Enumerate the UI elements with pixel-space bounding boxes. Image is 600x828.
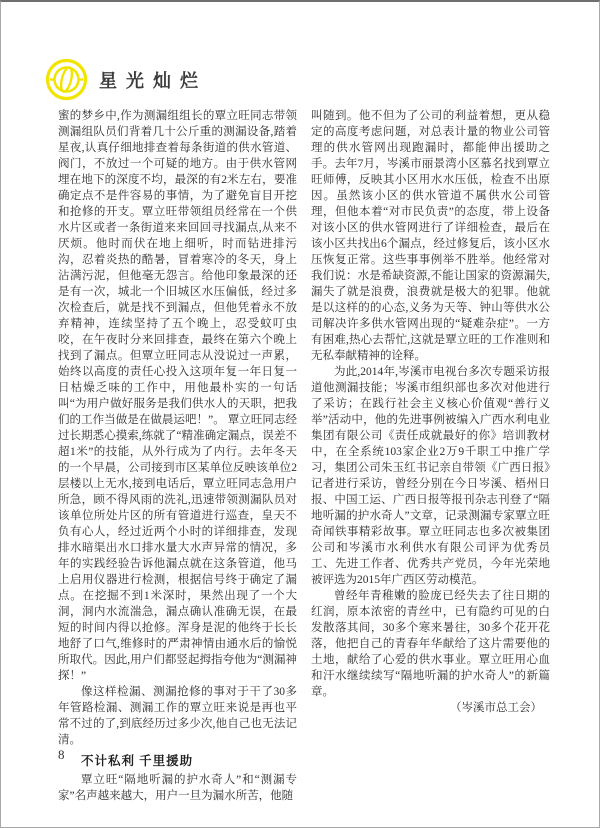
page-number: 8 [58, 747, 65, 762]
paragraph: 为此,2014年,岑溪市电视台多次专题采访报道他测漏技能；岑溪市组织部也多次对他进行了采访；在践行社会主义核心价值观“善行义举”活动中，他的先进事例被编入广西水利电业集团有限公司《责任成就最好的你》培训教材中，在全系统103家企业2万9千职工中推广学习，集团公司朱玉红书记亲自带领《广西日报》记者进行采访，曾经分别在今日岑溪、梧州日报、中国工运、广西日报等报刊杂志刊登了“隔地听漏的护水奇人”文章，记录测漏专家覃立旺奇闻铁事精彩故事。覃立旺同志也多次被集团公司和岑溪市水利供水有限公司评为优秀员工、先进工作者、优秀共产党员，今年光荣地被评选为2015年广西区劳动模范。 [311, 366, 550, 586]
masthead [45, 58, 207, 101]
paragraph-continuation: 蜜的梦乡中,作为测漏组组长的覃立旺同志带领测漏组队员们背着几十公斤重的测漏设备,踏着星夜,认真仔细地排查着每条街道的供水管道、阀门，不放过一个可疑的地方。由于供水管网埋在地下的深度不均，最深的有2米左右，要准确定点不是件容易的事情，为了避免盲目开挖和抢修的开支。覃立旺带领组员经常在一个供水片区或者一条街道来来回回寻找漏点,从来不厌烦。他时而伏在地上细听，时而钻进排污沟，忍着炎热的酷暑，冒着寒冷的冬天，身上沾满污泥，但他毫无怨言。给他印象最深的还是有一次，城北一个旧城区水压偏低，经过多次检查后，就是找不到漏点，但他凭着永不放弃精神，连续坚持了五个晚上，忍受蚊叮虫咬，在午夜时分来回排查，最终在第六个晚上找到了漏点。但覃立旺同志从没说过一声累，始终以高度的责任心投入这项年复一年日复一日枯燥乏味的工作中，用他最朴实的一句话叫“为用户做好服务是我们供水人的天职，把我们的工作当做是在做晨运吧！”。 覃立旺同志经过长期悉心摸索,练就了“精准确定漏点，误差不超1米”的技能，从外行成为了内行。去年冬天的一个早晨，公司接到市区某单位反映该单位2层楼以上无水,接到电话后，覃立旺同志急用户所急，顾不得风雨的洗礼,迅速带领测漏队员对该单位所处片区的所有管道进行巡查，皇天不负有心人，经过近两个小时的详细排查，发现排水暗渠出水口排水量大水声异常的情况，多年的实践经验告诉他漏点就在这条管道，他马上启用仪器进行检测，根据信号终于确定了漏点。在挖掘不到1米深时，果然出现了一个大洞，洞内水流湍急，漏点确认准确无误，在最短的时间内得以抢修。浑身是泥的他终于长长地舒了口气,维修时的严肃神情由通水后的愉悦所取代。因此,用户们都竖起拇指夸他为“测漏神探！” [58, 110, 297, 682]
right-column [311, 108, 550, 804]
trade-union-emblem-icon [45, 58, 88, 101]
paragraph: 像这样检漏、测漏抢修的事对于干了30多年管路检漏、测漏工作的覃立旺来说是再也平常不过的了,到底经历过多少次,他自己也无法记清。 [58, 686, 297, 746]
left-column [58, 108, 297, 804]
paragraph: 曾经年青稚嫩的脸庞已经失去了往日期的红润，原本浓密的青丝中，已有隐约可见的白发散落其间，30多个寒来暑往，30多个花开花落，他把自己的青春年华献给了这片需要他的土地，献给了心爱的供水事业。覃立旺用心血和汗水继续续写“隔地听漏的护水奇人”的新篇章。 [311, 590, 550, 698]
section-heading: 不计私利 千里援助 [81, 754, 194, 768]
masthead-title: 星光灿烂 [99, 70, 207, 91]
paragraph: 覃立旺“隔地听漏的护水奇人”和“测漏专家”名声越来越大，用户一旦为漏水所苦，他随 [58, 774, 297, 802]
article-body [58, 108, 550, 804]
byline: （岑溪市总工会） [450, 702, 542, 714]
paragraph-continuation: 叫随到。他不但为了公司的利益着想，更从稳定的高度考虑问题，对总表计量的物业公司管理的供水管网出现跑漏时，都能伸出援助之手。去年7月，岑溪市丽景湾小区慕名找到覃立旺师傅，反映其小区用水水压低，检查不出原因。虽然该小区的供水管道不属供水公司管理，但他本着“对市民负责”的态度，带上设备对该小区的供水管网进行了详细检查，最后在该小区共找出6个漏点，经过修复后，该小区水压恢复正常。这些事事例举不胜举。他经常对我们说：水是希缺资源,不能让国家的资源漏失,漏失了就是浪费，浪费就是极大的犯罪。他就是以这样的的心态,义务为天等、钟山等供水公司解决许多供水管网出现的“疑难杂症”。一方有困难,热心去帮忙,这就是覃立旺的工作准则和无私奉献精神的诠释。 [311, 110, 550, 362]
